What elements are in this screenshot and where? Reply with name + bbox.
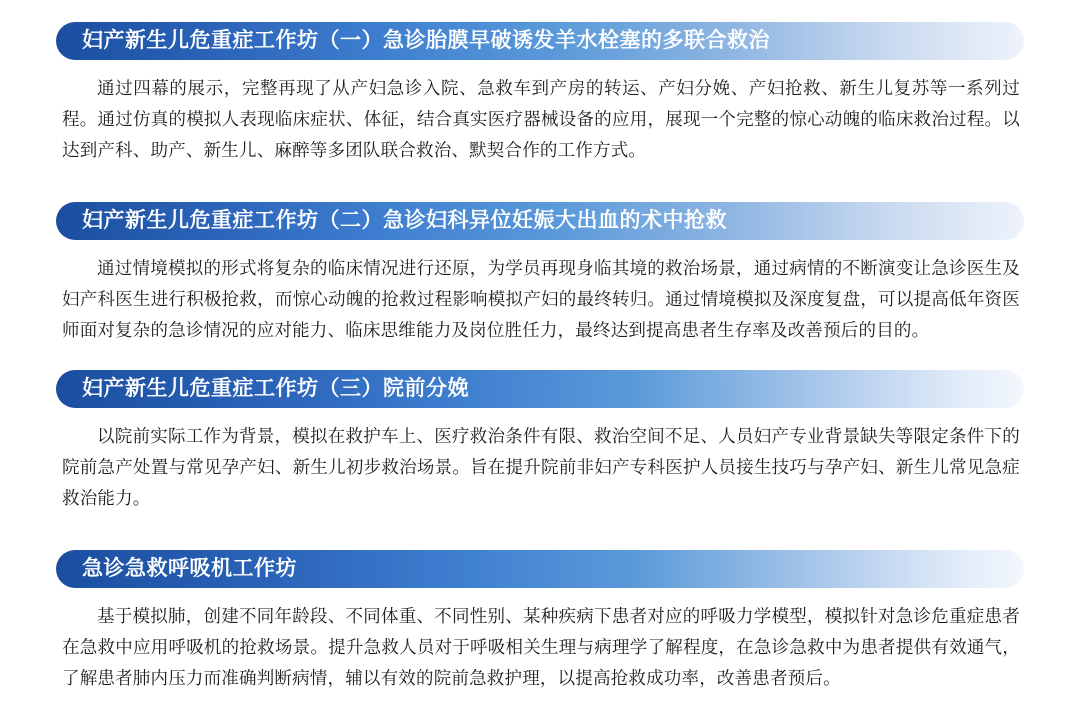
section-workshop-3 <box>56 370 1024 514</box>
section-workshop-1 <box>56 22 1024 166</box>
section-2-title: 妇产新生儿危重症工作坊（二）急诊妇科异位妊娠大出血的术中抢救 <box>82 209 727 232</box>
section-1-body: 通过四幕的展示，完整再现了从产妇急诊入院、急救车到产房的转运、产妇分娩、产妇抢救、新生儿复苏等一系列过程。通过仿真的模拟人表现临床症状、体征，结合真实医疗器械设备的应用，展现一个完整的惊心动魄的临床救治过程。以达到产科、助产、新生儿、麻醉等多团队联合救治、默契合作的工作方式。 <box>62 78 1020 160</box>
section-3-body: 以院前实际工作为背景，模拟在救护车上、医疗救治条件有限、救治空间不足、人员妇产专业背景缺失等限定条件下的院前急产处置与常见孕产妇、新生儿初步救治场景。旨在提升院前非妇产专科医护人员接生技巧与孕产妇、新生儿常见急症救治能力。 <box>62 426 1020 508</box>
section-workshop-2 <box>56 202 1024 346</box>
section-2-body: 通过情境模拟的形式将复杂的临床情况进行还原，为学员再现身临其境的救治场景，通过病情的不断演变让急诊医生及妇产科医生进行积极抢救，而惊心动魄的抢救过程影响模拟产妇的最终转归。通过情境模拟及深度复盘，可以提高低年资医师面对复杂的急诊情况的应对能力、临床思维能力及岗位胜任力，最终达到提高患者生存率及改善预后的目的。 <box>62 258 1020 340</box>
section-4-title-bar <box>56 550 1024 588</box>
section-4-body: 基于模拟肺，创建不同年龄段、不同体重、不同性别、某种疾病下患者对应的呼吸力学模型，模拟针对急诊危重症患者在急救中应用呼吸机的抢救场景。提升急救人员对于呼吸相关生理与病理学了解程度，在急诊急救中为患者提供有效通气，了解患者肺内压力而准确判断病情，辅以有效的院前急救护理，以提高抢救成功率，改善患者预后。 <box>62 606 1020 688</box>
section-2-title-bar <box>56 202 1024 240</box>
spacer-2 <box>56 352 1024 370</box>
section-1-title-bar <box>56 22 1024 60</box>
section-4-title: 急诊急救呼吸机工作坊 <box>82 557 297 580</box>
section-1-title: 妇产新生儿危重症工作坊（一）急诊胎膜早破诱发羊水栓塞的多联合救治 <box>82 29 770 52</box>
section-3-title: 妇产新生儿危重症工作坊（三）院前分娩 <box>82 377 469 400</box>
spacer-1 <box>56 172 1024 202</box>
section-3-title-bar <box>56 370 1024 408</box>
section-workshop-4 <box>56 550 1024 694</box>
spacer-3 <box>56 520 1024 550</box>
